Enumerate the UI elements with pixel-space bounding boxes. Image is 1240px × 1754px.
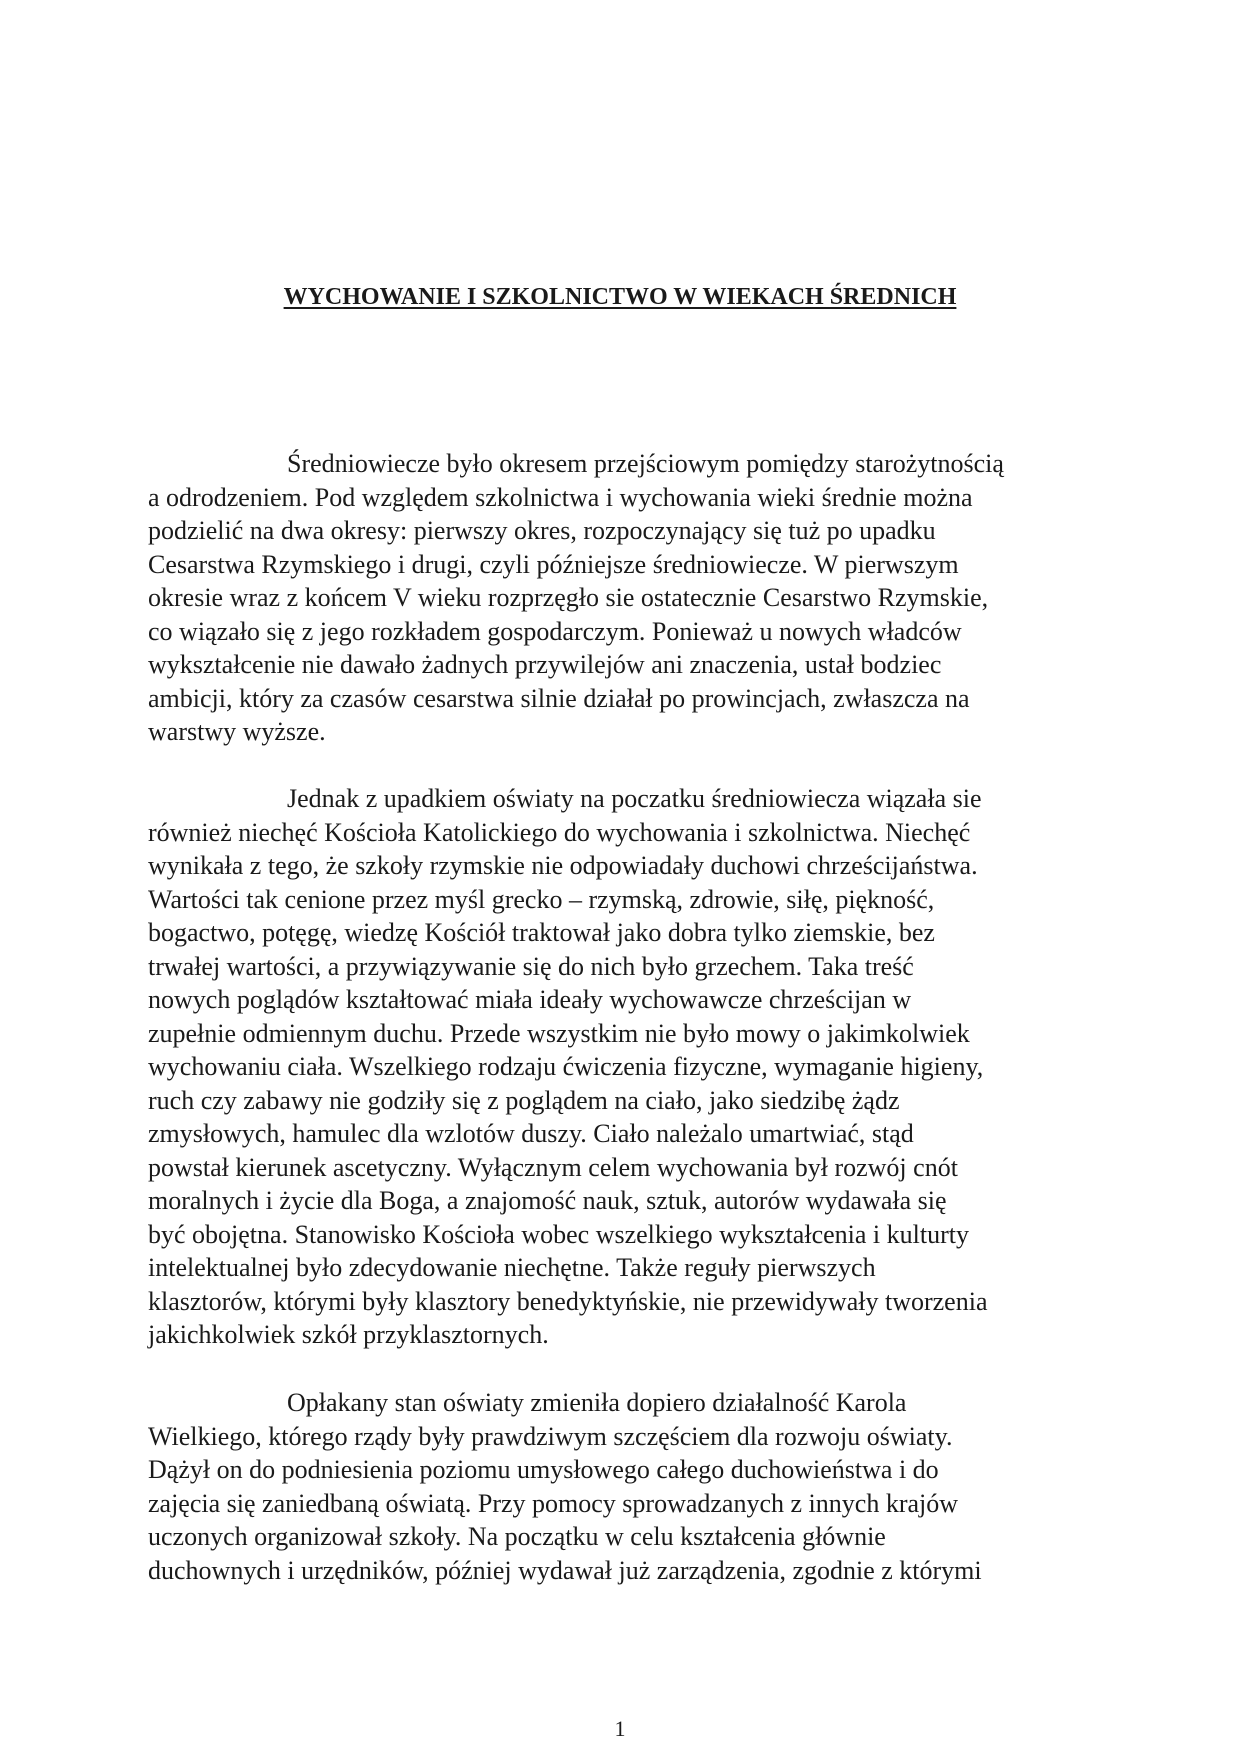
paragraph-line: Dążył on do podniesienia poziomu umysłowego całego duchowieństwa i do [148, 1455, 939, 1484]
paragraph-line: nowych poglądów kształtować miała ideały wychowawcze chrześcijan w [148, 985, 912, 1014]
paragraph-line: intelektualnej było zdecydowanie niechętne. Także reguły pierwszych [148, 1253, 876, 1282]
paragraph-line: warstwy wyższe. [148, 717, 326, 746]
paragraph-line: wynikała z tego, że szkoły rzymskie nie odpowiadały duchowi chrześcijaństwa. [148, 851, 978, 880]
paragraph-line: zajęcia się zaniedbaną oświatą. Przy pomocy sprowadzanych z innych krajów [148, 1488, 959, 1518]
paragraph-line: bogactwo, potęgę, wiedzę Kościół traktował jako dobra tylko ziemskie, bez [148, 918, 935, 947]
paragraph-line: wykształcenie nie dawało żadnych przywilejów ani znaczenia, ustał bodziec [148, 650, 942, 679]
paragraph-line: Średniowiecze było okresem przejściowym pomiędzy starożytnością [287, 449, 1004, 478]
paragraph-line: duchownych i urzędników, później wydawał już zarządzenia, zgodnie z którymi [148, 1555, 982, 1585]
paragraph-line: ruch czy zabawy nie godziły się z poglądem na ciało, jako siedzibę żądz [148, 1085, 900, 1115]
paragraph-line: okresie wraz z końcem V wieku rozprzęgło sie ostatecznie Cesarstwo Rzymskie, [148, 583, 989, 612]
paragraph-line: jakichkolwiek szkół przyklasztornych. [148, 1320, 549, 1349]
paragraph-line: powstał kierunek ascetyczny. Wyłącznym celem wychowania był rozwój cnót [148, 1152, 958, 1182]
paragraph-line: co wiązało się z jego rozkładem gospodarczym. Ponieważ u nowych władców [148, 616, 962, 646]
paragraph-1 [148, 447, 1092, 749]
paragraph-line: Cesarstwa Rzymskiego i drugi, czyli późniejsze średniowiecze. W pierwszym [148, 549, 959, 579]
paragraph-line: uczonych organizował szkoły. Na początku w celu kształcenia głównie [148, 1522, 886, 1551]
paragraph-line: Wielkiego, którego rządy były prawdziwym szczęściem dla rozwoju oświaty. [148, 1421, 953, 1451]
paragraph-line: być obojętna. Stanowisko Kościoła wobec wszelkiego wykształcenia i kulturty [148, 1219, 969, 1249]
paragraph-line: również niechęć Kościoła Katolickiego do wychowania i szkolnictwa. Niechęć [148, 817, 971, 847]
paragraph-line: wychowaniu ciała. Wszelkiego rodzaju ćwiczenia fizyczne, wymaganie higieny, [148, 1052, 984, 1081]
paragraph-line: zmysłowych, hamulec dla wzlotów duszy. Ciało należalo umartwiać, stąd [148, 1119, 914, 1148]
paragraph-line: Opłakany stan oświaty zmieniła dopiero działalność Karola [287, 1388, 907, 1417]
document-title: WYCHOWANIE I SZKOLNICTWO W WIEKACH ŚREDNICH [283, 284, 957, 310]
paragraph-line: klasztorów, którymi były klasztory benedyktyńskie, nie przewidywały tworzenia [148, 1286, 988, 1316]
paragraph-line: ambicji, który za czasów cesarstwa silnie działał po prowincjach, zwłaszcza na [148, 683, 970, 713]
paragraph-line: podzielić na dwa okresy: pierwszy okres, rozpoczynający się tuż po upadku [148, 516, 936, 545]
paragraph-line: trwałej wartości, a przywiązywanie się do nich było grzechem. Taka treść [148, 951, 914, 981]
paragraph-line: Wartości tak cenione przez myśl grecko – rzymską, zdrowie, siłę, piękność, [148, 884, 935, 914]
paragraph-line: zupełnie odmiennym duchu. Przede wszystkim nie było mowy o jakimkolwiek [148, 1018, 970, 1048]
page-number: 1 [614, 1716, 626, 1741]
paragraph-line: a odrodzeniem. Pod względem szkolnictwa i wychowania wieki średnie można [148, 482, 973, 512]
paragraph-3 [148, 1386, 1092, 1587]
paragraph-2 [148, 782, 1092, 1352]
paragraph-line: Jednak z upadkiem oświaty na poczatku średniowiecza wiązała sie [287, 784, 982, 813]
paragraph-line: moralnych i życie dla Boga, a znajomość nauk, sztuk, autorów wydawała się [148, 1186, 947, 1215]
